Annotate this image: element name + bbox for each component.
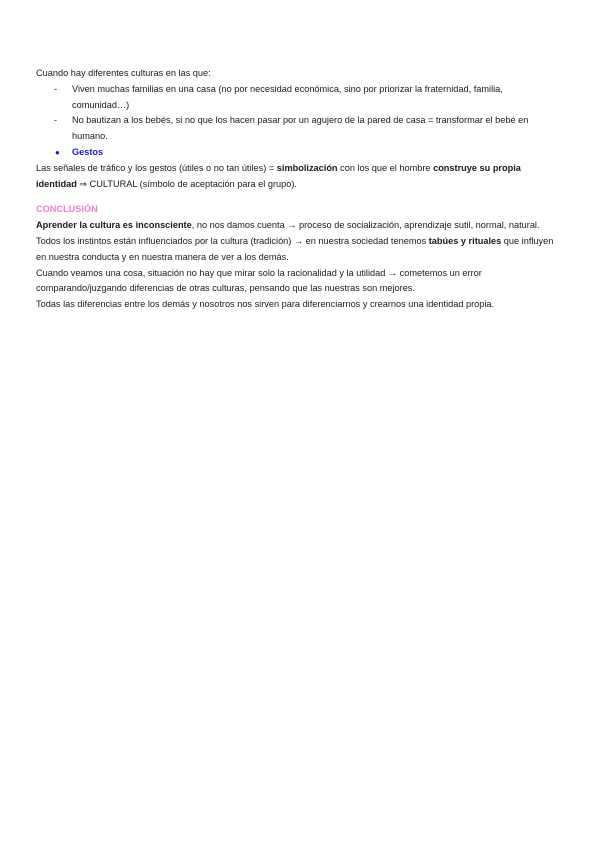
bullet-dot-icon: ● — [55, 147, 60, 157]
conclusion-paragraph-1 — [36, 218, 558, 234]
senales-text-2: con los que el hombre — [337, 162, 434, 173]
conclusion-paragraph-2 — [36, 234, 558, 266]
bullet-label: Gestos — [72, 146, 104, 157]
page-content — [36, 66, 558, 313]
dash-marker: - — [54, 115, 58, 126]
list-item-text: Viven muchas familias en una casa (no por necesidad económica, sino por priorizar la fraternidad, familia, comunidad…) — [72, 83, 503, 110]
conclusion-p2-text-1: Todos los instintos están influenciados por la cultura (tradición) → en nuestra sociedad tenemos — [36, 235, 429, 246]
conclusion-paragraph-3: Cuando veamos una cosa, situación no hay que mirar solo la racionalidad y la utilidad → cometemos un error comparando/juzgando diferencias de otras culturas, pensando que las nuestras son mejores. — [36, 267, 482, 294]
list-item — [36, 82, 558, 114]
senales-text-1: Las señales de tráfico y los gestos (útiles o no tan útiles) = — [36, 162, 277, 173]
list-item-text: No bautizan a los bebés, si no que los hacen pasar por un agujero de la pared de casa = transformar el bebé en humano. — [72, 115, 529, 142]
bullet-item-gestos — [36, 145, 558, 161]
senales-text-3: ⇒ CULTURAL (símbolo de aceptación para el grupo). — [76, 178, 297, 189]
dash-marker: - — [54, 83, 58, 94]
conclusion-p2-bold: tabúes y rituales — [428, 235, 502, 246]
senales-bold-1: simbolización — [276, 162, 338, 173]
senales-bold-2: construye su propia identidad — [36, 162, 521, 189]
list-item — [36, 113, 558, 145]
conclusion-heading: CONCLUSIÓN — [36, 204, 98, 215]
conclusion-p2-text-2: que influyen en nuestra conducta y en nuestra manera de ver a los demás. — [36, 235, 554, 262]
conclusion-p1-bold: Aprender la cultura es inconsciente — [36, 220, 192, 231]
conclusion-paragraph-4: Todas las diferencias entre los demás y nosotros nos sirven para diferenciarnos y crearnos una identidad propia. — [36, 299, 495, 310]
senales-paragraph — [36, 161, 558, 193]
intro-text: Cuando hay diferentes culturas en las que: — [36, 68, 211, 78]
conclusion-p1-text: , no nos damos cuenta → proceso de socialización, aprendizaje sutil, normal, natural. — [191, 220, 540, 231]
